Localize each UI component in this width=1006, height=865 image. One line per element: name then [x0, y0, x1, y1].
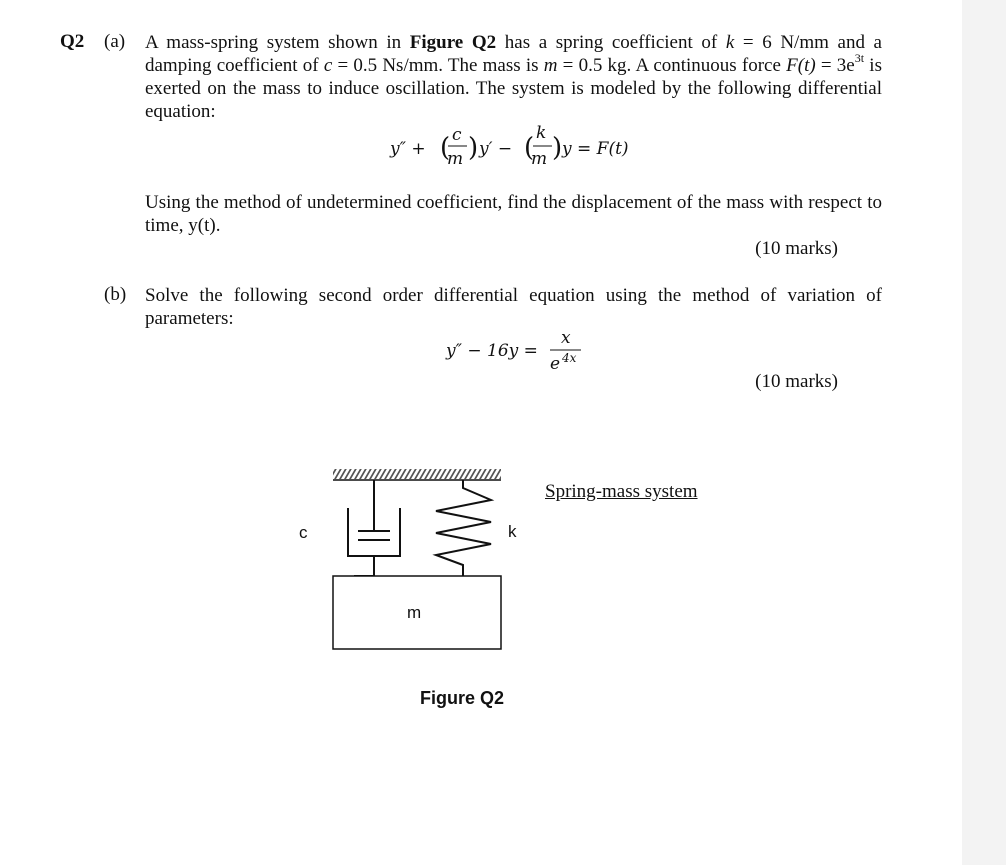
spring-shape	[436, 480, 491, 576]
part-b-equation	[444, 325, 594, 380]
right-gutter	[962, 0, 1006, 865]
eq-a-paren-open-2: (	[524, 133, 535, 163]
damper-label: c	[299, 523, 308, 542]
eq-a-m1: m	[447, 149, 464, 169]
spring-mass-system-link[interactable]: Spring-mass system	[545, 481, 698, 502]
spring-mass-figure	[320, 460, 520, 660]
part-a-label: (a)	[104, 31, 126, 52]
mass-label: m	[407, 603, 422, 622]
eq-a-y1: y′ −	[479, 139, 513, 159]
damper-shape	[348, 480, 400, 576]
eq-b-lhs: y″ − 16y =	[446, 341, 538, 361]
part-a-marks: (10 marks)	[755, 238, 838, 259]
eq-a-rhs: y = F(t)	[562, 139, 629, 159]
part-a-instruction: Using the method of undetermined coefficient, find the displacement of the mass with respect to time, y(t).	[145, 192, 882, 236]
spring-label: k	[508, 522, 517, 541]
eq-a-k: k	[536, 123, 547, 143]
figure-title: Figure Q2	[420, 688, 505, 708]
question-number: Q2	[60, 31, 85, 52]
part-b-label: (b)	[104, 284, 127, 305]
eq-a-paren-close-2: )	[552, 133, 563, 163]
eq-a-c: c	[452, 125, 462, 145]
eq-a-paren-close-1: )	[468, 133, 479, 163]
part-a-paragraph: A mass-spring system shown in Figure Q2 has a spring coefficient of k = 6 N/mm and a damping coefficient of c = 0.5 Ns/mm. The mass is m = 0.5 kg. A continuous force $F(t) = 3e^{3t}$ is exerted on the mass to induce oscillation. The system is modeled by the following differential equation:	[145, 32, 882, 122]
eq-a-y2: y″ +	[390, 139, 426, 159]
eq-b-den-exp: 4x	[562, 351, 577, 365]
eq-a-m2: m	[531, 149, 548, 169]
eq-a-paren-open-1: (	[440, 133, 451, 163]
part-b-instruction: Solve the following second order differential equation using the method of variation of parameters:	[145, 285, 882, 329]
eq-b-num: x	[561, 328, 571, 348]
part-a-equation	[388, 118, 648, 179]
ceiling-hatch	[333, 469, 501, 479]
part-b-marks: (10 marks)	[755, 371, 838, 392]
eq-b-den-base: e	[550, 354, 561, 374]
